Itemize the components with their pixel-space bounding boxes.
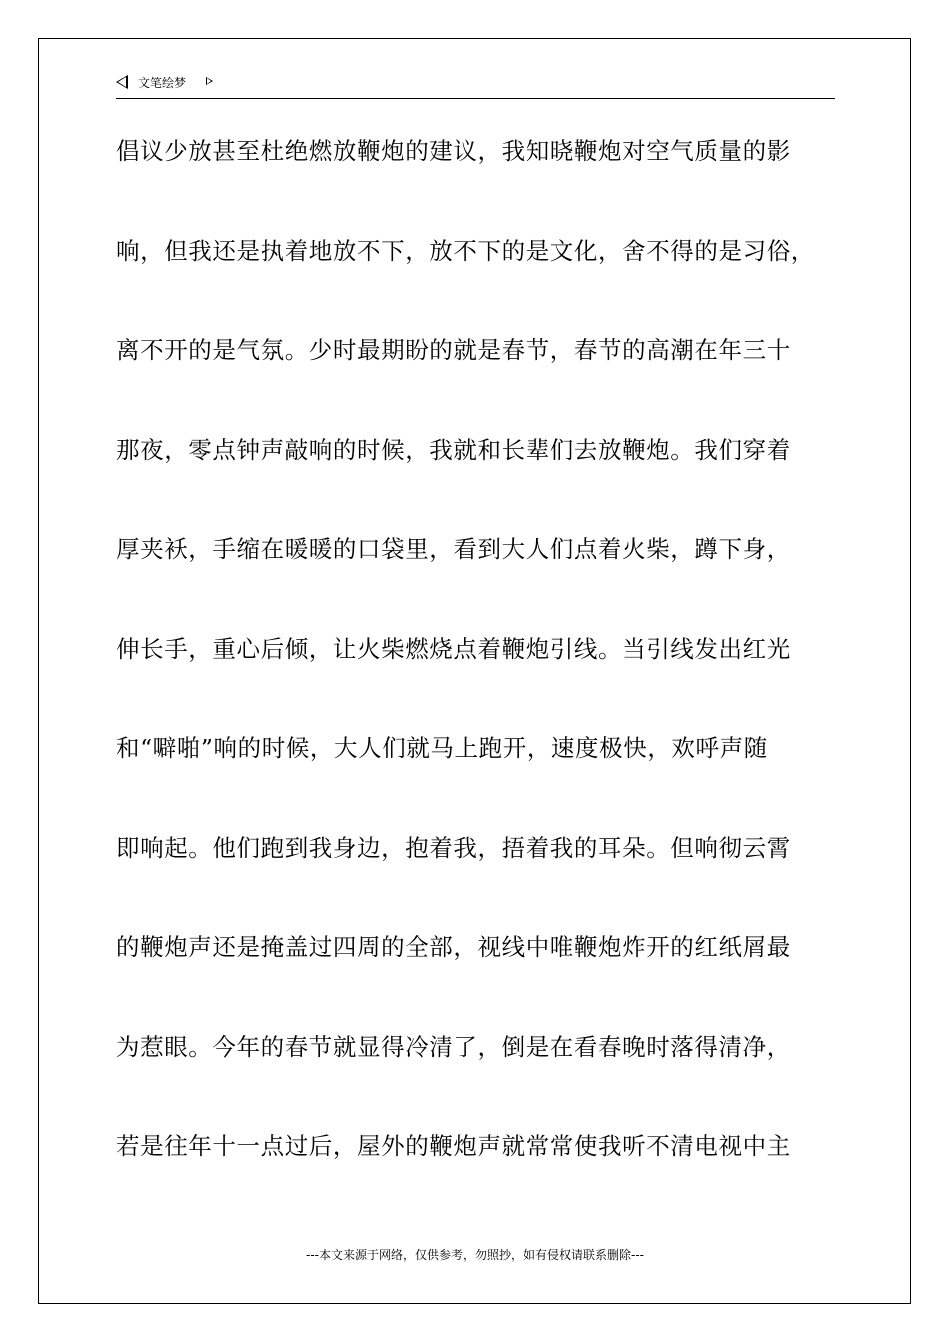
text-line: 和“噼啪”响的时候，大人们就马上跑开，速度极快，欢呼声随 [116, 734, 768, 762]
text-line: 离不开的是气氛。少时最期盼的就是春节，春节的高潮在年三十 [116, 336, 791, 364]
text-line: 即响起。他们跑到我身边，抱着我，捂着我的耳朵。但响彻云霄 [116, 833, 791, 862]
text-line: 为惹眼。今年的春节就显得冷清了，倒是在看春晚时落得清净， [116, 1032, 791, 1061]
text-line: 倡议少放甚至杜绝燃放鞭炮的建议，我知晓鞭炮对空气质量的影 [116, 137, 791, 165]
right-triangle-icon [206, 77, 213, 85]
left-triangle-icon [116, 75, 128, 89]
text-line: 若是往年十一点过后，屋外的鞭炮声就常常使我听不清电视中主 [116, 1132, 791, 1160]
text-line: 那夜，零点钟声敲响的时候，我就和长辈们去放鞭炮。我们穿着 [116, 435, 791, 464]
text-line: 厚夹袄，手缩在暖暖的口袋里，看到大人们点着火柴，蹲下身， [116, 535, 791, 563]
page-header [116, 72, 835, 99]
page-footer: ---本文来源于网络，仅供参考，勿照抄，如有侵权请联系删除--- [306, 1248, 644, 1262]
document-body [116, 126, 856, 1221]
text-line: 响，但我还是执着地放不下，放不下的是文化，舍不得的是习俗， [116, 236, 815, 265]
text-line: 的鞭炮声还是掩盖过四周的全部，视线中唯鞭炮炸开的红纸屑最 [116, 933, 791, 961]
text-line: 伸长手，重心后倾，让火柴燃烧点着鞭炮引线。当引线发出红光 [116, 634, 791, 663]
header-title: 文笔绘梦 [138, 76, 187, 90]
